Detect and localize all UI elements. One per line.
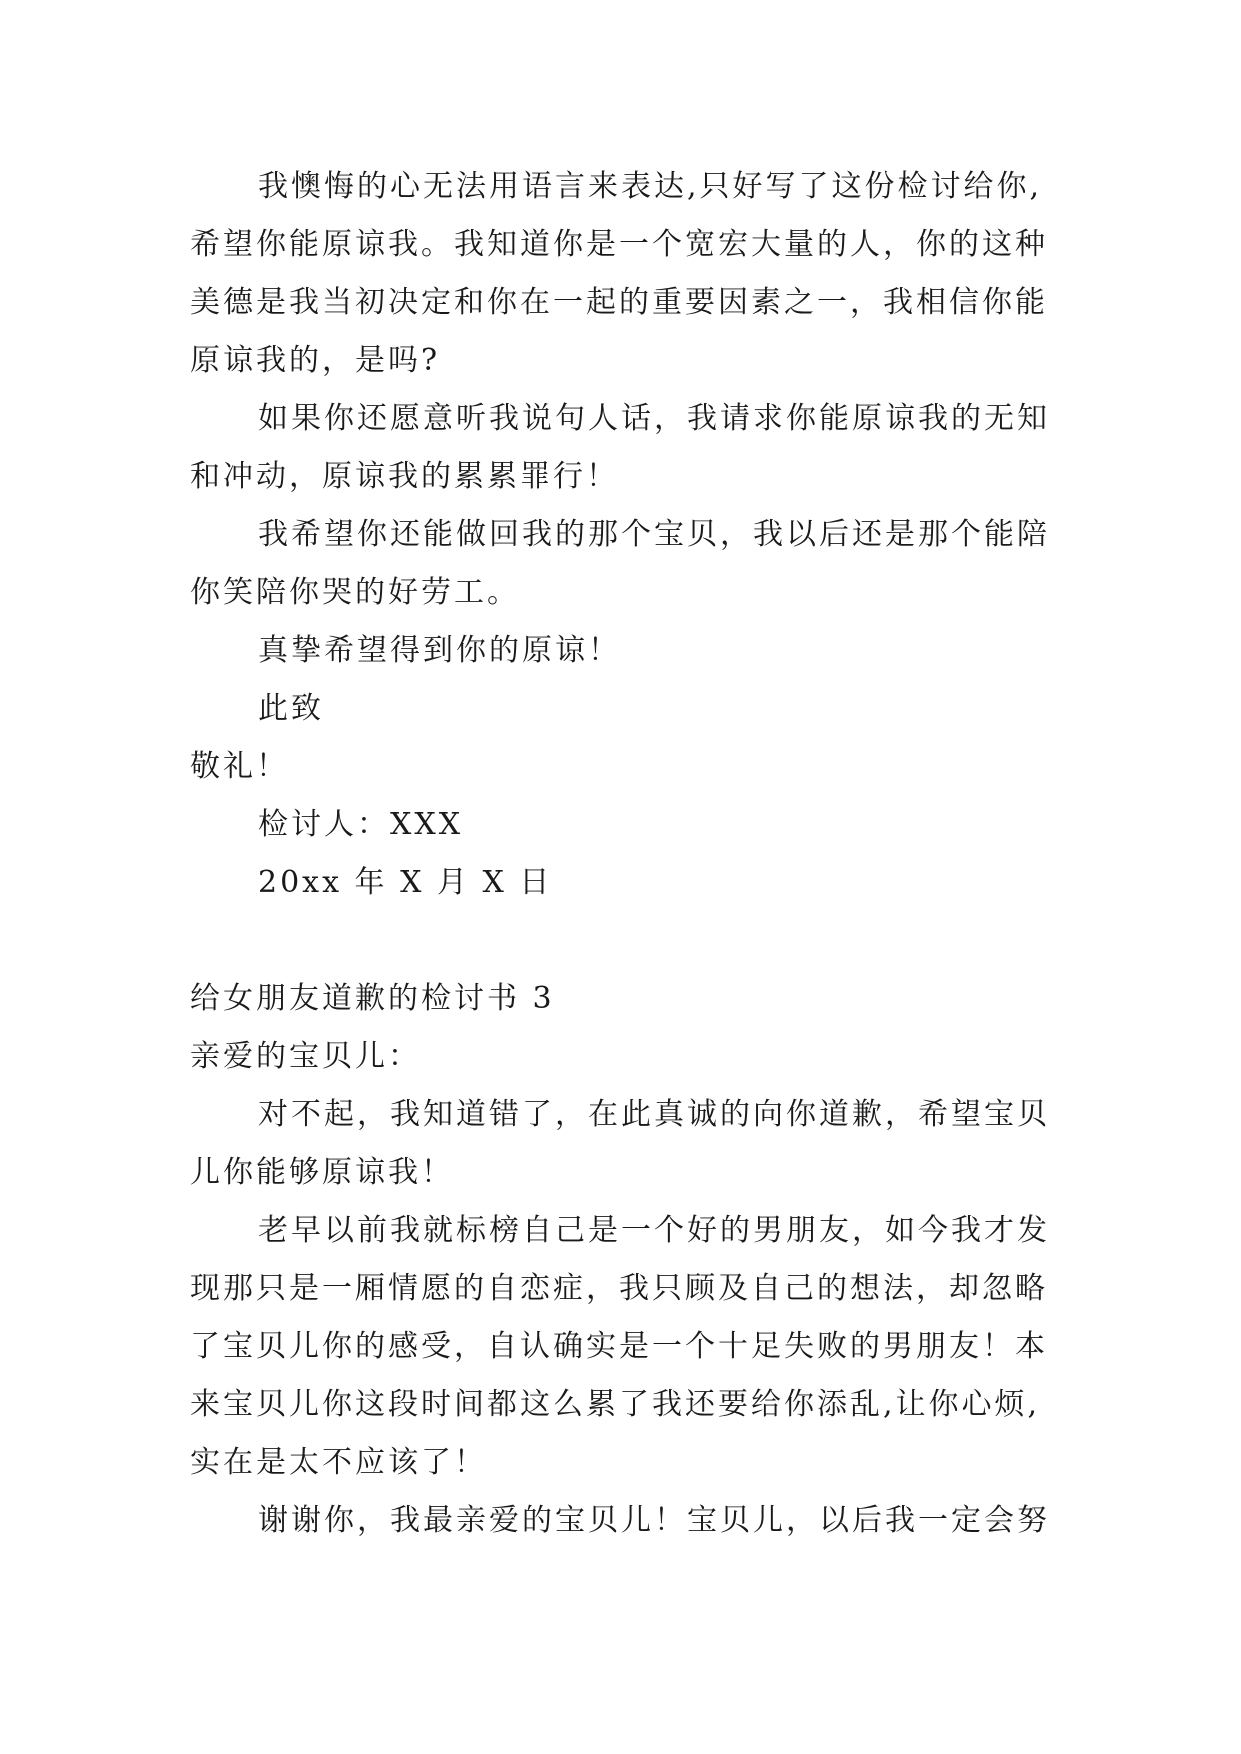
paragraph [190,506,1090,622]
section-gap [190,912,1090,970]
text-line: 了宝贝儿你的感受，自认确实是一个十足失败的男朋友！本 [190,1329,1048,1364]
closing-salute: 敬礼！ [190,749,289,784]
text-line: 儿你能够原谅我！ [190,1155,454,1190]
closing-phrase: 此致 [258,691,324,726]
paragraph [190,622,1090,680]
paragraph [190,1492,1090,1550]
text-line: 美德是我当初决定和你在一起的重要因素之一，我相信你能 [190,285,1048,320]
paragraph [190,1202,1090,1492]
text-line: 我希望你还能做回我的那个宝贝，我以后还是那个能陪 [258,517,1050,552]
document-body [190,158,1090,1550]
text-line: 来宝贝儿你这段时间都这么累了我还要给你添乱,让你心烦, [190,1387,1041,1422]
text-line: 现那只是一厢情愿的自恋症，我只顾及自己的想法，却忽略 [190,1271,1048,1306]
text-line: 真挚希望得到你的原谅！ [258,633,621,668]
text-line: 如果你还愿意听我说句人话，我请求你能原谅我的无知 [258,401,1050,436]
text-line: 谢谢你，我最亲爱的宝贝儿！宝贝儿，以后我一定会努 [258,1503,1050,1538]
text-line: 原谅我的，是吗? [190,343,441,378]
text-line: 和冲动，原谅我的累累罪行！ [190,459,619,494]
date: 20xx 年 X 月 X 日 [258,865,553,900]
paragraph [190,1086,1090,1202]
signer: 检讨人：XXX [258,807,464,842]
section-title: 给女朋友道歉的检讨书 3 [190,981,555,1016]
text-line: 实在是太不应该了！ [190,1445,487,1480]
paragraph [190,390,1090,506]
salutation: 亲爱的宝贝儿： [190,1039,421,1074]
text-line: 希望你能原谅我。我知道你是一个宽宏大量的人，你的这种 [190,227,1048,262]
paragraph [190,158,1090,390]
text-line: 我懊悔的心无法用语言来表达,只好写了这份检讨给你, [258,169,1043,204]
text-line: 你笑陪你哭的好劳工。 [190,575,520,610]
text-line: 对不起，我知道错了，在此真诚的向你道歉，希望宝贝 [258,1097,1050,1132]
text-line: 老早以前我就标榜自己是一个好的男朋友，如今我才发 [258,1213,1050,1248]
